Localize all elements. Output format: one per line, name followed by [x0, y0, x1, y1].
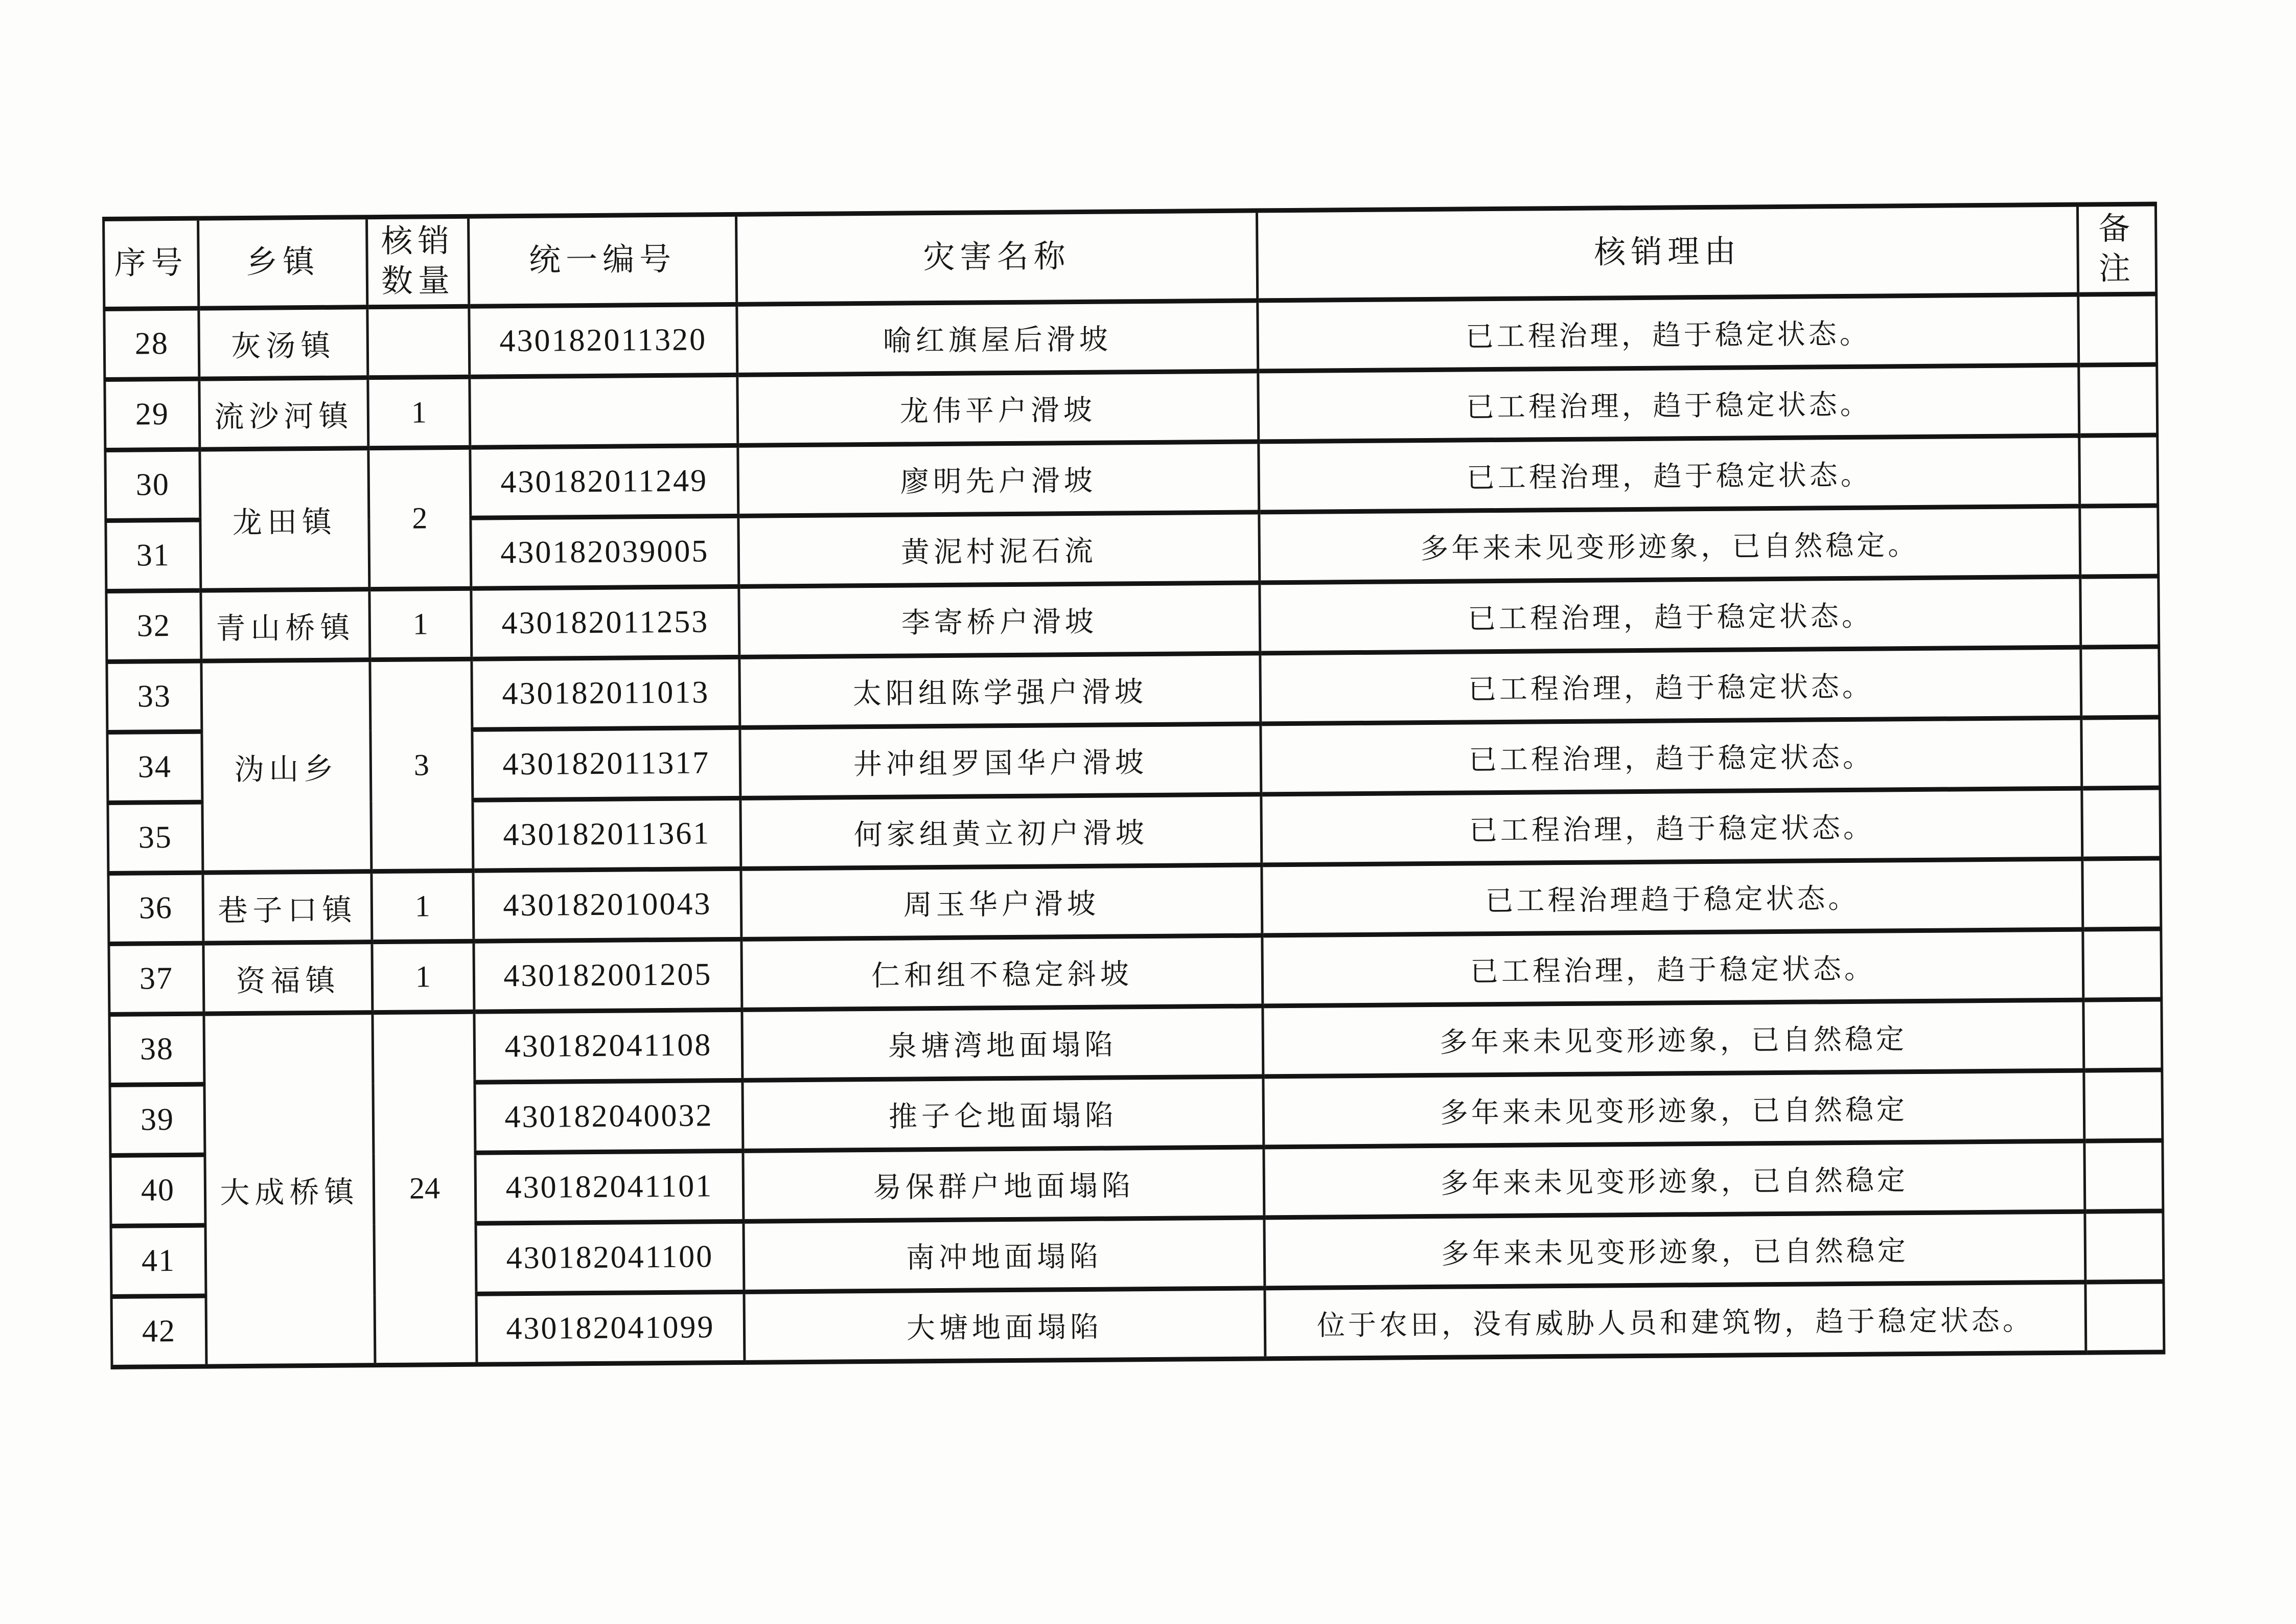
- reason-cell: 已工程治理，趋于稳定状态。: [1258, 365, 2079, 442]
- disaster-cell: 大塘地面塌陷: [744, 1288, 1265, 1362]
- remark-cell: [2083, 929, 2162, 1000]
- disaster-cell: 井冲组罗国华户滑坡: [740, 724, 1261, 798]
- seq-cell: 29: [105, 379, 200, 450]
- reason-cell: 已工程治理，趋于稳定状态。: [1261, 788, 2082, 865]
- disaster-cell: 龙伟平户滑坡: [737, 371, 1259, 445]
- remark-cell: [2082, 858, 2161, 929]
- seq-cell: 41: [111, 1225, 206, 1296]
- header-code: 统一编号: [469, 214, 737, 306]
- reason-cell: 已工程治理，趋于稳定状态。: [1259, 436, 2080, 512]
- disaster-cell: 李寄桥户滑坡: [739, 583, 1260, 657]
- code-cell: 430182010043: [473, 868, 741, 941]
- remark-cell: [2082, 788, 2161, 859]
- disaster-cell: 太阳组陈学强户滑坡: [739, 653, 1261, 727]
- reason-cell: 已工程治理，趋于稳定状态。: [1260, 647, 2081, 724]
- disaster-cell: 周玉华户滑坡: [741, 865, 1262, 939]
- township-cell: 青山桥镇: [201, 589, 370, 661]
- reason-cell: 已工程治理趋于稳定状态。: [1262, 859, 2083, 935]
- disaster-writeoff-table: [102, 202, 2165, 1369]
- remark-cell: [2079, 364, 2158, 436]
- code-cell: 430182040032: [475, 1080, 743, 1153]
- seq-cell: 42: [111, 1296, 206, 1367]
- code-cell: 430182041108: [474, 1010, 743, 1082]
- header-township: 乡镇: [198, 217, 367, 308]
- quantity-cell-merged: 3: [370, 659, 473, 871]
- reason-cell: 已工程治理，趋于稳定状态。: [1262, 929, 2083, 1006]
- code-cell: 430182011317: [472, 727, 740, 800]
- quantity-cell: 1: [372, 941, 474, 1012]
- disaster-cell: 易保群户地面塌陷: [743, 1147, 1264, 1221]
- table-header-row: [104, 204, 2156, 309]
- reason-cell: 位于农田，没有威胁人员和建筑物，趋于稳定状态。: [1265, 1282, 2086, 1359]
- township-cell-merged: 大成桥镇: [204, 1013, 375, 1366]
- quantity-cell: 1: [372, 871, 474, 942]
- disaster-cell: 喻红旗屋后滑坡: [737, 301, 1258, 375]
- remark-cell: [2079, 435, 2158, 506]
- seq-cell: 34: [107, 731, 202, 803]
- reason-cell: 多年来未见变形迹象，已自然稳定: [1263, 1070, 2084, 1147]
- seq-cell: 38: [109, 1014, 204, 1085]
- township-cell: 灰汤镇: [199, 307, 368, 379]
- header-reason: 核销理由: [1257, 204, 2078, 301]
- quantity-cell: [367, 306, 470, 377]
- remark-cell: [2081, 647, 2160, 718]
- header-quantity: 核销数量: [367, 216, 469, 307]
- disaster-cell: 推子仑地面塌陷: [743, 1077, 1264, 1151]
- code-cell: 430182041100: [476, 1221, 744, 1294]
- quantity-cell: 1: [369, 588, 472, 659]
- disaster-cell: 仁和组不稳定斜坡: [741, 935, 1263, 1010]
- seq-cell: 40: [110, 1155, 205, 1226]
- reason-cell: 多年来未见变形迹象，已自然稳定: [1263, 1000, 2084, 1077]
- quantity-cell-merged: 24: [373, 1012, 477, 1365]
- reason-cell: 已工程治理，趋于稳定状态。: [1261, 718, 2082, 794]
- remark-cell: [2080, 576, 2159, 647]
- header-disaster: 灾害名称: [736, 211, 1257, 304]
- code-cell: 430182011320: [469, 304, 737, 377]
- disaster-cell: 南冲地面塌陷: [744, 1218, 1265, 1292]
- township-cell-merged: 龙田镇: [200, 448, 369, 590]
- disaster-cell: 泉塘湾地面塌陷: [742, 1006, 1263, 1080]
- seq-cell: 32: [106, 590, 201, 661]
- seq-cell: 33: [107, 661, 202, 732]
- reason-cell: 多年来未见变形迹象，已自然稳定: [1264, 1141, 2085, 1218]
- disaster-cell: 黄泥村泥石流: [738, 512, 1260, 586]
- header-seq: 序号: [104, 218, 199, 309]
- seq-cell: 31: [106, 520, 201, 591]
- code-cell: 430182011253: [471, 586, 739, 659]
- header-remark: 备注: [2077, 204, 2156, 294]
- seq-cell: 36: [108, 873, 203, 944]
- remark-cell: [2084, 1070, 2163, 1141]
- remark-cell: [2084, 1140, 2163, 1211]
- remark-cell: [2078, 294, 2157, 365]
- reason-cell: 已工程治理，趋于稳定状态。: [1260, 577, 2081, 653]
- remark-cell: [2081, 717, 2160, 788]
- quantity-cell-merged: 2: [368, 447, 471, 589]
- code-cell: 430182041101: [475, 1151, 744, 1223]
- disaster-cell: 廖明先户滑坡: [738, 442, 1259, 516]
- reason-cell: 多年来未见变形迹象，已自然稳定: [1264, 1211, 2085, 1288]
- reason-cell: 多年来未见变形迹象，已自然稳定。: [1259, 506, 2080, 583]
- seq-cell: 37: [109, 943, 204, 1014]
- township-cell: 资福镇: [203, 942, 373, 1014]
- remark-cell: [2080, 506, 2159, 577]
- code-cell: 430182039005: [471, 516, 739, 588]
- remark-cell: [2085, 1211, 2164, 1282]
- code-cell: 430182041099: [476, 1292, 745, 1364]
- remark-cell: [2085, 1282, 2164, 1353]
- township-cell: 巷子口镇: [203, 872, 372, 943]
- code-cell: 430182011249: [470, 445, 738, 518]
- township-cell-merged: 沩山乡: [201, 660, 372, 873]
- township-cell: 流沙河镇: [199, 378, 368, 449]
- seq-cell: 28: [104, 308, 199, 379]
- reason-cell: 已工程治理，趋于稳定状态。: [1258, 294, 2079, 371]
- code-cell: 430182001205: [474, 939, 742, 1012]
- disaster-cell: 何家组黄立初户滑坡: [740, 794, 1262, 868]
- seq-cell: 30: [105, 449, 200, 520]
- remark-cell: [2083, 999, 2162, 1070]
- seq-cell: 35: [108, 802, 203, 873]
- code-cell: [470, 375, 738, 447]
- code-cell: 430182011013: [472, 657, 740, 729]
- seq-cell: 39: [110, 1084, 205, 1155]
- code-cell: 430182011361: [473, 798, 741, 871]
- quantity-cell: 1: [368, 377, 470, 448]
